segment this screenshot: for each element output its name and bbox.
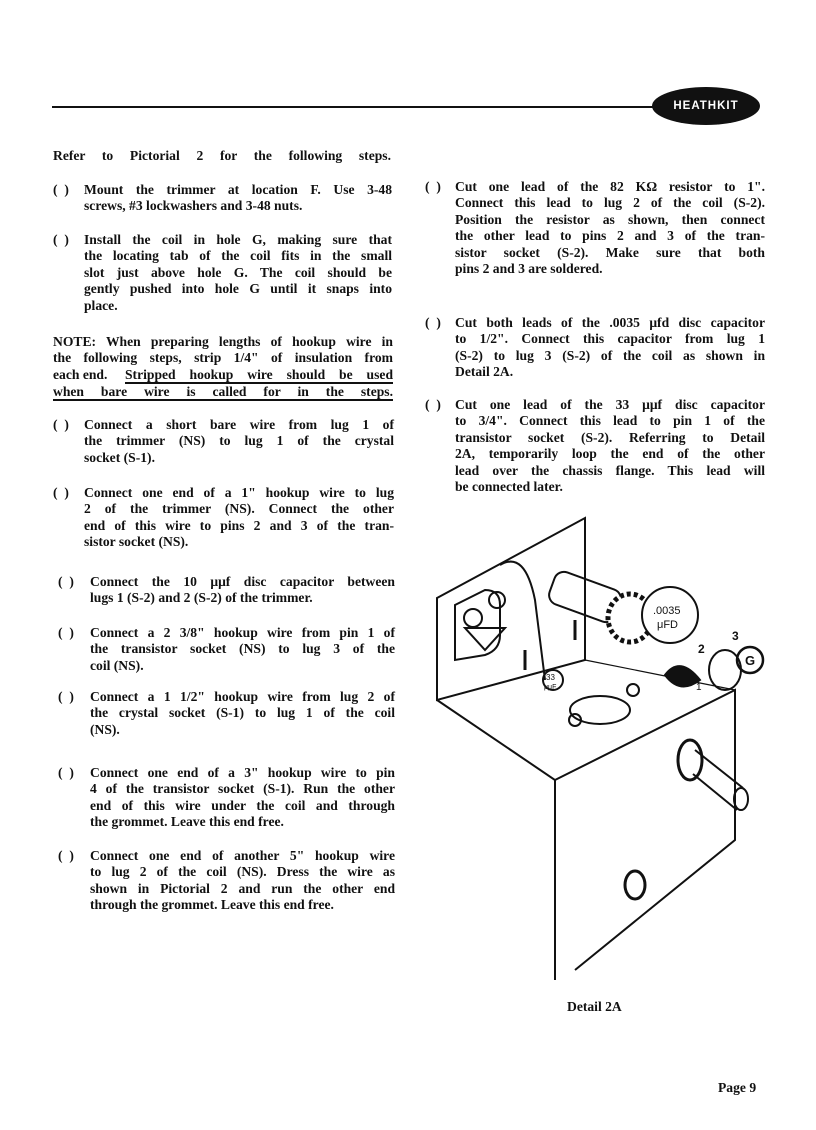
cap-small-unit: μμF	[544, 684, 557, 691]
checkbox[interactable]: ( )	[53, 485, 69, 500]
text-line: Cut both leads of the .0035 μfd disc capacitor	[455, 315, 765, 330]
checkbox[interactable]: ( )	[53, 232, 69, 247]
transistor-socket	[570, 696, 630, 724]
text-line: lead over the chassis flange. This lead will	[455, 462, 765, 478]
text-line: the other lead to pins 2 and 3 of the tran-	[455, 228, 765, 244]
text-line: end of this wire to pins 2 and 3 of the tran-	[84, 517, 394, 533]
text-line: through the grommet. Leave this end free.	[90, 897, 334, 913]
checkbox[interactable]: ( )	[58, 625, 74, 640]
text-line: Cut one lead of the 82 KΩ resistor to 1".	[455, 179, 765, 194]
text-line: transistor socket (S-2). Referring to Detail	[455, 429, 765, 445]
wire	[500, 562, 545, 680]
text-line: shown in Pictorial 2 and run the other end	[90, 880, 395, 896]
text-line: Connect this lead to lug 2 of the coil (S-2).	[455, 195, 765, 211]
header-rule	[52, 106, 662, 108]
text-line: Connect a 2 3/8" hookup wire from pin 1 of	[90, 625, 395, 640]
checkbox[interactable]: ( )	[53, 182, 69, 197]
text-line: the crystal socket (S-1) to lug 1 of the coil	[90, 705, 395, 721]
grommet	[625, 871, 645, 899]
text-line: sistor socket (S-2). Make sure that both	[455, 244, 765, 260]
text-line: NOTE: When preparing lengths of hookup wire in	[53, 334, 393, 349]
chassis-front-panel	[437, 518, 585, 700]
text-line: pins 2 and 3 are soldered.	[455, 261, 603, 277]
lug-2-label: 2	[698, 642, 705, 656]
lug-3-label: 3	[732, 629, 739, 643]
checkbox[interactable]: ( )	[58, 689, 74, 704]
cap-small-value: 33	[546, 673, 555, 682]
text-line: 2A, temporarily loop the end of the other	[455, 446, 765, 462]
text-line: the grommet. Leave this end free.	[90, 814, 284, 830]
text-line: 2 of the trimmer (NS). Connect the other	[84, 501, 394, 517]
checkbox[interactable]: ( )	[425, 179, 441, 194]
step-item	[53, 485, 394, 551]
checkbox[interactable]: ( )	[58, 848, 74, 863]
lug-1-label: 1	[696, 682, 702, 693]
text-line: Cut one lead of the 33 μμf disc capacitor	[455, 397, 765, 412]
text-line: the transistor socket (NS) to lug 3 of the	[90, 641, 395, 657]
chassis-body	[555, 690, 735, 970]
text-line: to lug 2 of the coil (NS). Dress the wire as	[90, 864, 395, 880]
hole-g-label: G	[745, 653, 756, 668]
checkbox[interactable]: ( )	[425, 397, 441, 412]
checkbox[interactable]: ( )	[425, 315, 441, 330]
text-line: (S-2) to lug 3 (S-2) of the coil as shown in	[455, 347, 765, 363]
step-item	[58, 625, 395, 674]
text-line: end of this wire under the coil and through	[90, 797, 395, 813]
text-line: place.	[84, 297, 118, 313]
step-item	[425, 179, 765, 277]
step-item	[53, 417, 394, 466]
text-line: Connect one end of a 3" hookup wire to pin	[90, 765, 395, 780]
text-line: Connect one end of a 1" hookup wire to lug	[84, 485, 394, 500]
text-line: coil (NS).	[90, 657, 144, 673]
text-line: 4 of the transistor socket (S-1). Run the other	[90, 781, 395, 797]
text-line: Connect the 10 μμf disc capacitor between	[90, 574, 395, 589]
text-line: lugs 1 (S-2) and 2 (S-2) of the trimmer.	[90, 590, 313, 606]
cap-large-unit: μFD	[657, 619, 679, 631]
detail-2a-illustration	[425, 510, 765, 980]
text-line: socket (S-1).	[84, 449, 155, 465]
text-line: Stripped hookup wire should be used	[125, 366, 393, 382]
text-line: to 1/2". Connect this capacitor from lug 1	[455, 331, 765, 347]
text-line: gently pushed into hole G until it snaps into	[84, 281, 392, 297]
control-shaft-nut	[678, 740, 702, 780]
step-item	[425, 315, 765, 381]
step-item	[53, 182, 392, 215]
text-line: Mount the trimmer at location F. Use 3-48	[84, 182, 392, 197]
text-line: when bare wire is called for in the steps.	[53, 383, 393, 399]
text-line: Detail 2A.	[455, 364, 514, 380]
text-line: to 3/4". Connect this lead to pin 1 of the	[455, 413, 765, 429]
text-line: (NS).	[90, 721, 120, 737]
step-item	[53, 232, 392, 314]
intro-text: Refer to Pictorial 2 for the following steps.	[53, 148, 391, 163]
cap-large-value: .0035	[653, 605, 681, 617]
text-line: screws, #3 lockwashers and 3-48 nuts.	[84, 198, 303, 214]
text-line: Connect one end of another 5" hookup wire	[90, 848, 395, 863]
coil-form	[709, 650, 741, 690]
checkbox[interactable]: ( )	[53, 417, 69, 432]
text-line: the trimmer (NS) to lug 1 of the crystal	[84, 433, 394, 449]
text-line: slot just above hole G. The coil should be	[84, 264, 392, 280]
page-number: Page 9	[718, 1080, 757, 1095]
text-line: be connected later.	[455, 479, 563, 495]
text-line: each end.	[53, 366, 108, 382]
checkbox[interactable]: ( )	[58, 574, 74, 589]
step-item	[425, 397, 765, 495]
text-line: Position the resistor as shown, then connect	[455, 211, 765, 227]
chassis-left-edge	[437, 700, 555, 980]
checkbox[interactable]: ( )	[58, 765, 74, 780]
step-item	[58, 848, 395, 914]
text-line: Connect a short bare wire from lug 1 of	[84, 417, 394, 432]
step-item	[58, 574, 395, 607]
step-item	[58, 689, 395, 738]
step-item	[58, 765, 395, 831]
text-line: Install the coil in hole G, making sure that	[84, 232, 392, 247]
text-line: the following steps, strip 1/4" of insulation from	[53, 350, 393, 366]
text-line: sistor socket (NS).	[84, 534, 189, 550]
note-paragraph	[53, 334, 393, 401]
text-line: Connect a 1 1/2" hookup wire from lug 2 of	[90, 689, 395, 704]
text-line: the locating tab of the coil fits in the small	[84, 248, 392, 264]
heathkit-logo: HEATHKIT	[652, 87, 760, 125]
figure-caption: Detail 2A	[567, 999, 622, 1014]
